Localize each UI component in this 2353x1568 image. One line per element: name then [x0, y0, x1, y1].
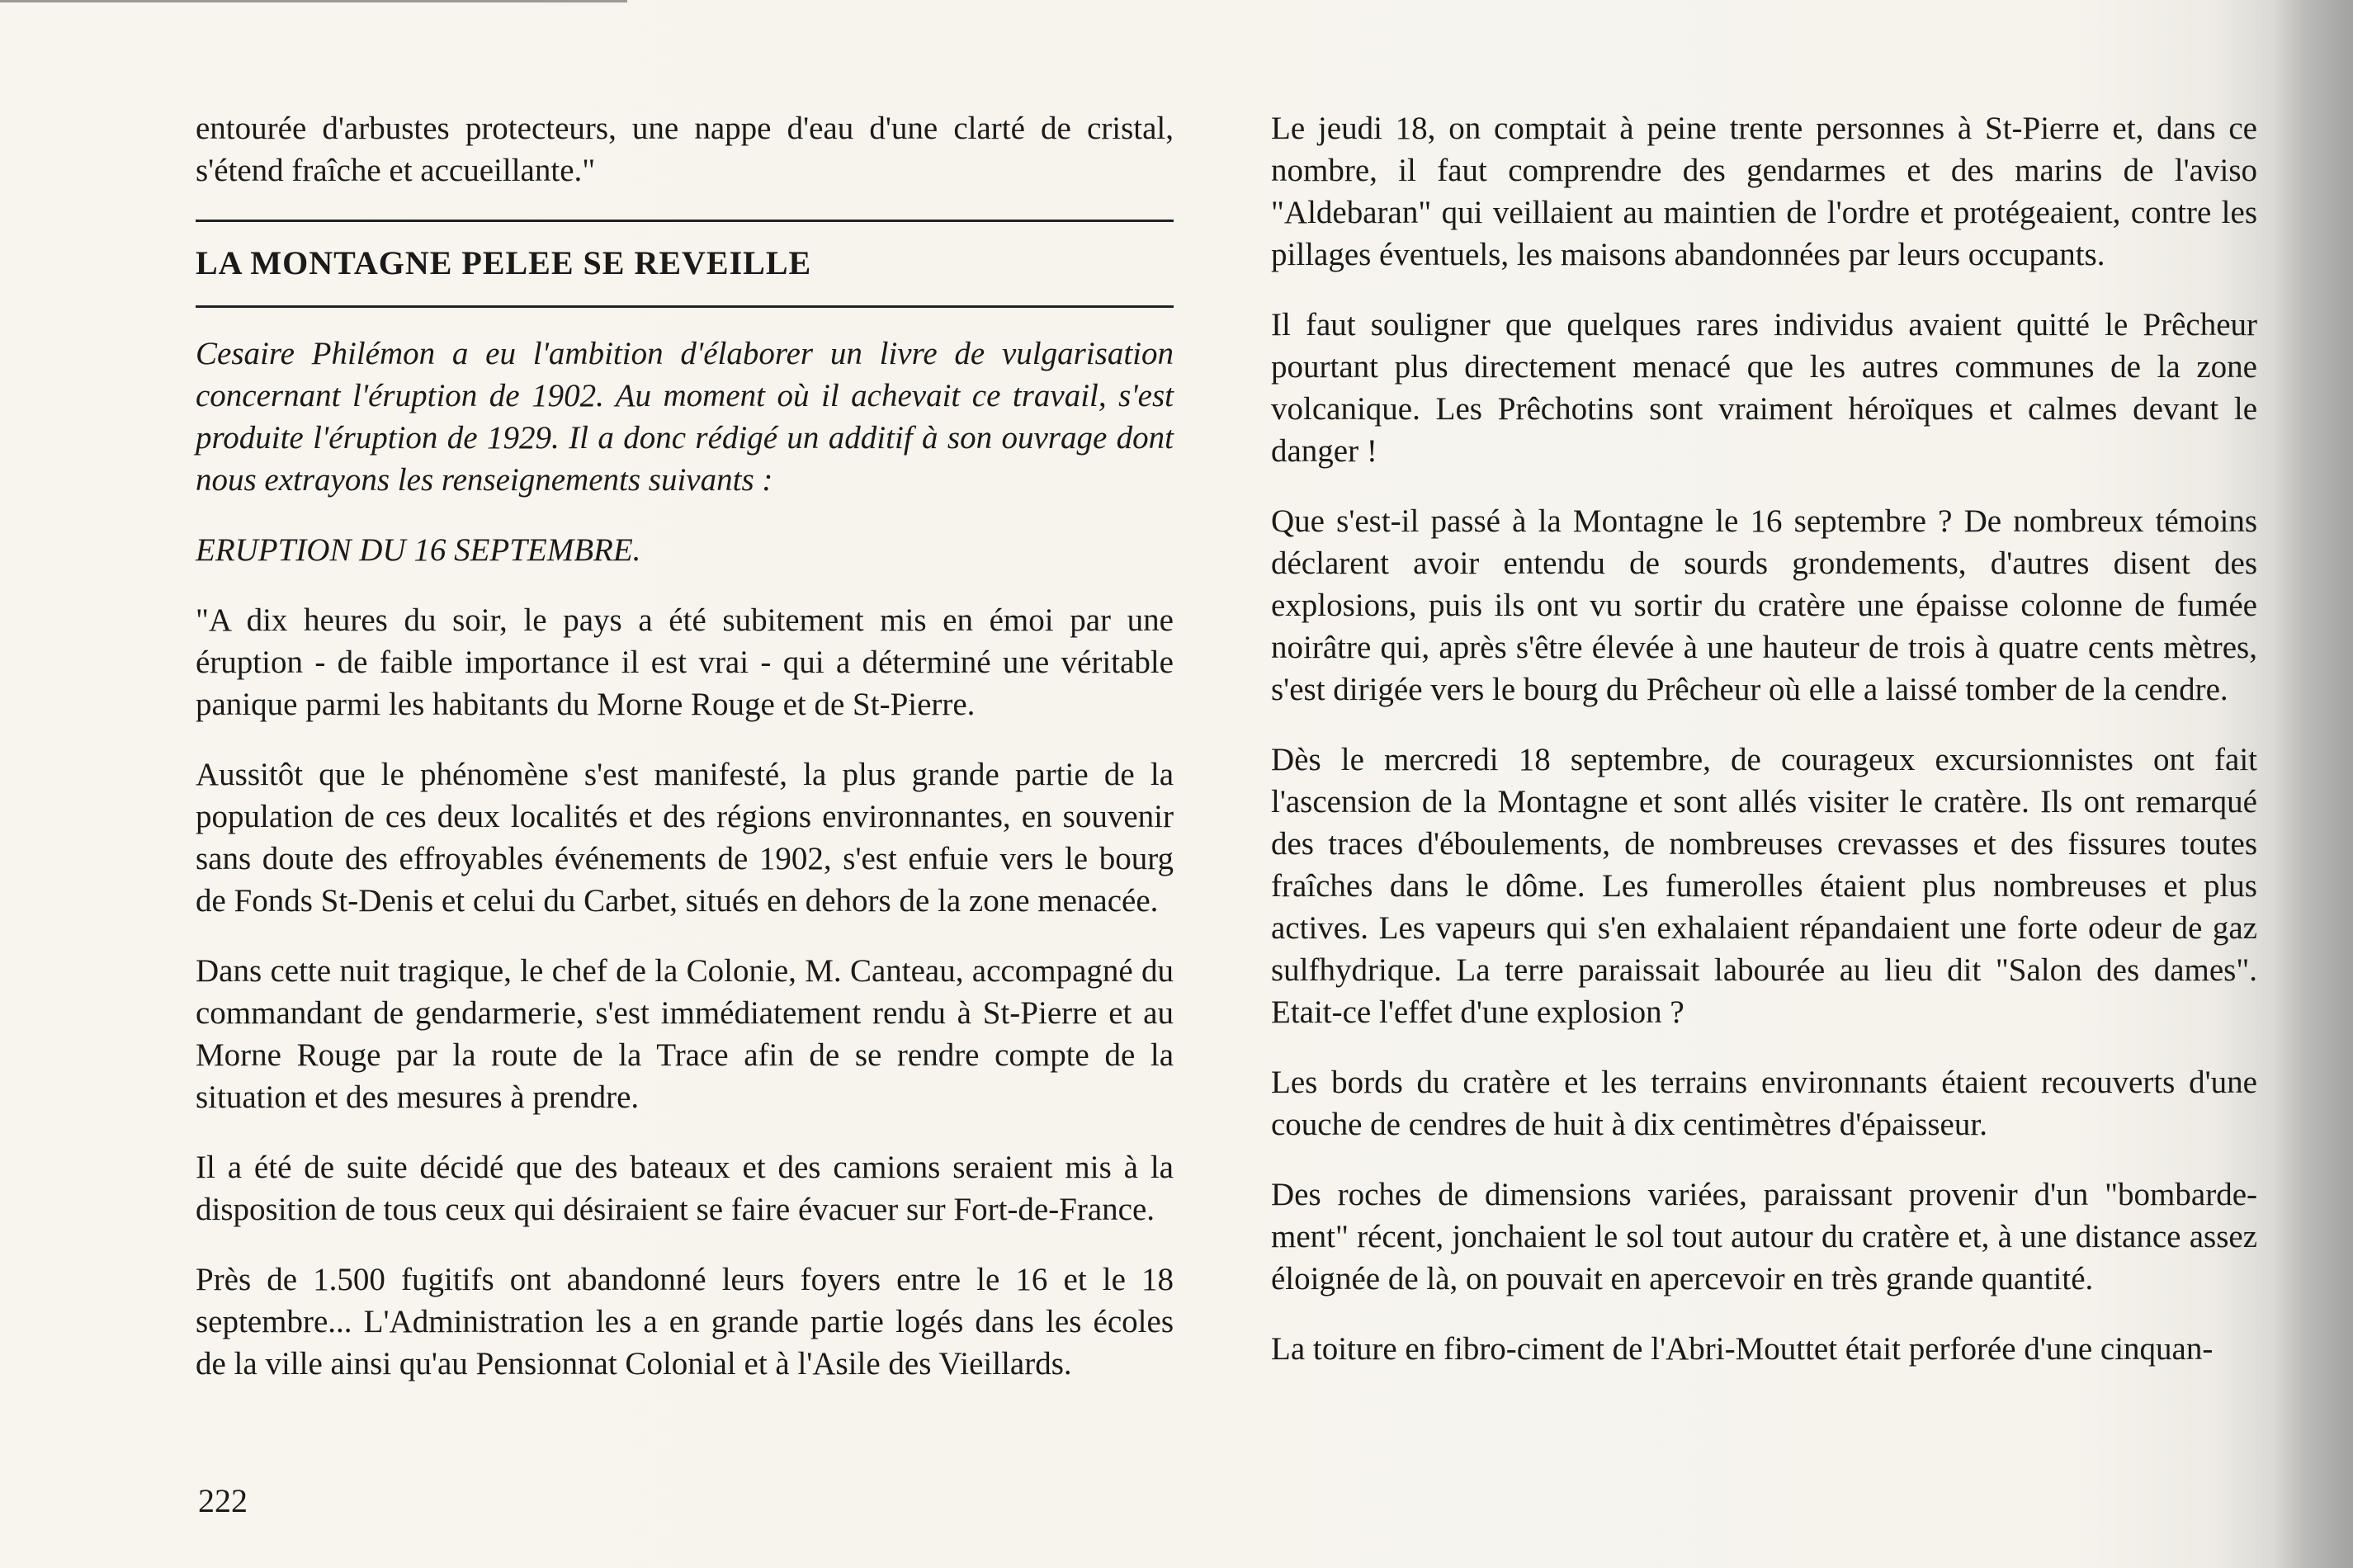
right-paragraph: Les bords du cratère et les terrains environnants étaient recouverts d'une couche de cendres de huit à dix centimètres d'épaisseur. [1271, 1065, 2257, 1142]
left-column [196, 107, 1174, 1413]
right-paragraph: Dès le mercredi 18 septembre, de courageux excursionnistes ont fait l'ascension de la Montagne et sont allés visiter le cratère. Ils ont remarqué des traces d'éboulements, de nombreuses crevasses et des fissures toutes fraîches dans le dôme. Les fumerolles étaient plus nombreuses et plus actives. Les vapeurs qui s'en exhalaient répandaient une forte odeur de gaz sulfhydrique. La terre paraissait labourée au lieu dit "Salon des dames". Etait-ce l'effet d'une explosion ? [1271, 742, 2257, 1030]
right-paragraph: Le jeudi 18, on comptait à peine trente personnes à St-Pierre et, dans ce nombre, il faut comprendre des gendarmes et des marins de l'aviso "Aldebaran" qui veillaient au maintien de l'ordre et protégeaient, contre les pillages éventuels, les maisons abandonnées par leurs occupants. [1271, 111, 2257, 272]
left-paragraph: Il a été de suite décidé que des bateaux et des camions seraient mis à la disposition de tous ceux qui désiraient se faire évacuer sur Fort-de-France. [196, 1150, 1174, 1227]
left-paragraph: Aussitôt que le phénomène s'est manifesté, la plus grande partie de la population de ces deux localités et des régions environnantes, en souvenir sans doute des effroyables événements de 1902, s'est enfuie vers le bourg de Fonds St-Denis et celui du Carbet, situés en dehors de la zone menacée. [196, 757, 1174, 919]
left-paragraph: Dans cette nuit tragique, le chef de la Colonie, M. Canteau, accompagné du commandant de gendarmerie, s'est immédiatement rendu à St-Pierre et au Morne Rouge par la route de la Trace afin de se rendre compte de la situation et des mesures à prendre. [196, 953, 1174, 1115]
left-paragraph: "A dix heures du soir, le pays a été subitement mis en émoi par une éruption - de faible importance il est vrai - qui a déterminé une véritable panique parmi les habitants du Morne Rouge et de St-Pierre. [196, 602, 1174, 722]
italic-subheading: ERUPTION DU 16 SEPTEMBRE. [196, 532, 641, 568]
right-paragraph: Que s'est-il passé à la Montagne le 16 septembre ? De nombreux témoins déclarent avoir entendu de sourds grondements, d'autres disent des explosions, puis ils ont vu sortir du cratère une épaisse colonne de fumée noirâtre qui, après s'être élevée à une hauteur de trois à quatre cents mètres, s'est dirigée vers le bourg du Prêcheur où elle a laissé tomber de la cendre. [1271, 503, 2257, 707]
top-edge-rule [0, 0, 627, 2]
heading-bottom-rule [196, 305, 1174, 308]
intro-paragraph: entourée d'arbustes protecteurs, une nappe d'eau d'une clarté de cristal, s'étend fraîche et accueillante." [196, 111, 1174, 188]
page-number: 222 [198, 1482, 248, 1519]
section-heading-block [196, 220, 1174, 308]
right-paragraph: Des roches de dimensions variées, paraissant provenir d'un "bombarde-ment" récent, jonchaient le sol tout autour du cratère et, à une distance assez éloignée de là, on pouvait en apercevoir en très grande quantité. [1271, 1177, 2257, 1296]
section-heading: LA MONTAGNE PELEE SE REVEILLE [196, 244, 812, 281]
right-paragraph: Il faut souligner que quelques rares individus avaient quitté le Prêcheur pourtant plus directement menacé que les autres communes de la zone volcanique. Les Prêchotins sont vraiment héroïques et calmes devant le danger ! [1271, 307, 2257, 469]
italic-intro: Cesaire Philémon a eu l'ambition d'élaborer un livre de vulgarisation concernant l'éruption de 1902. Au moment où il achevait ce travail, s'est produite l'éruption de 1929. Il a donc rédigé un additif à son ouvrage dont nous extrayons les renseignements suivants : [196, 336, 1174, 498]
right-paragraph: La toiture en fibro-ciment de l'Abri-Mouttet était perforée d'une cinquan- [1271, 1331, 2214, 1367]
spine-shadow [2275, 0, 2353, 1568]
left-paragraph: Près de 1.500 fugitifs ont abandonné leurs foyers entre le 16 et le 18 septembre... L'Administration les a en grande partie logés dans les écoles de la ville ainsi qu'au Pensionnat Colonial et à l'Asile des Vieillards. [196, 1262, 1174, 1381]
right-column [1271, 107, 2257, 1398]
